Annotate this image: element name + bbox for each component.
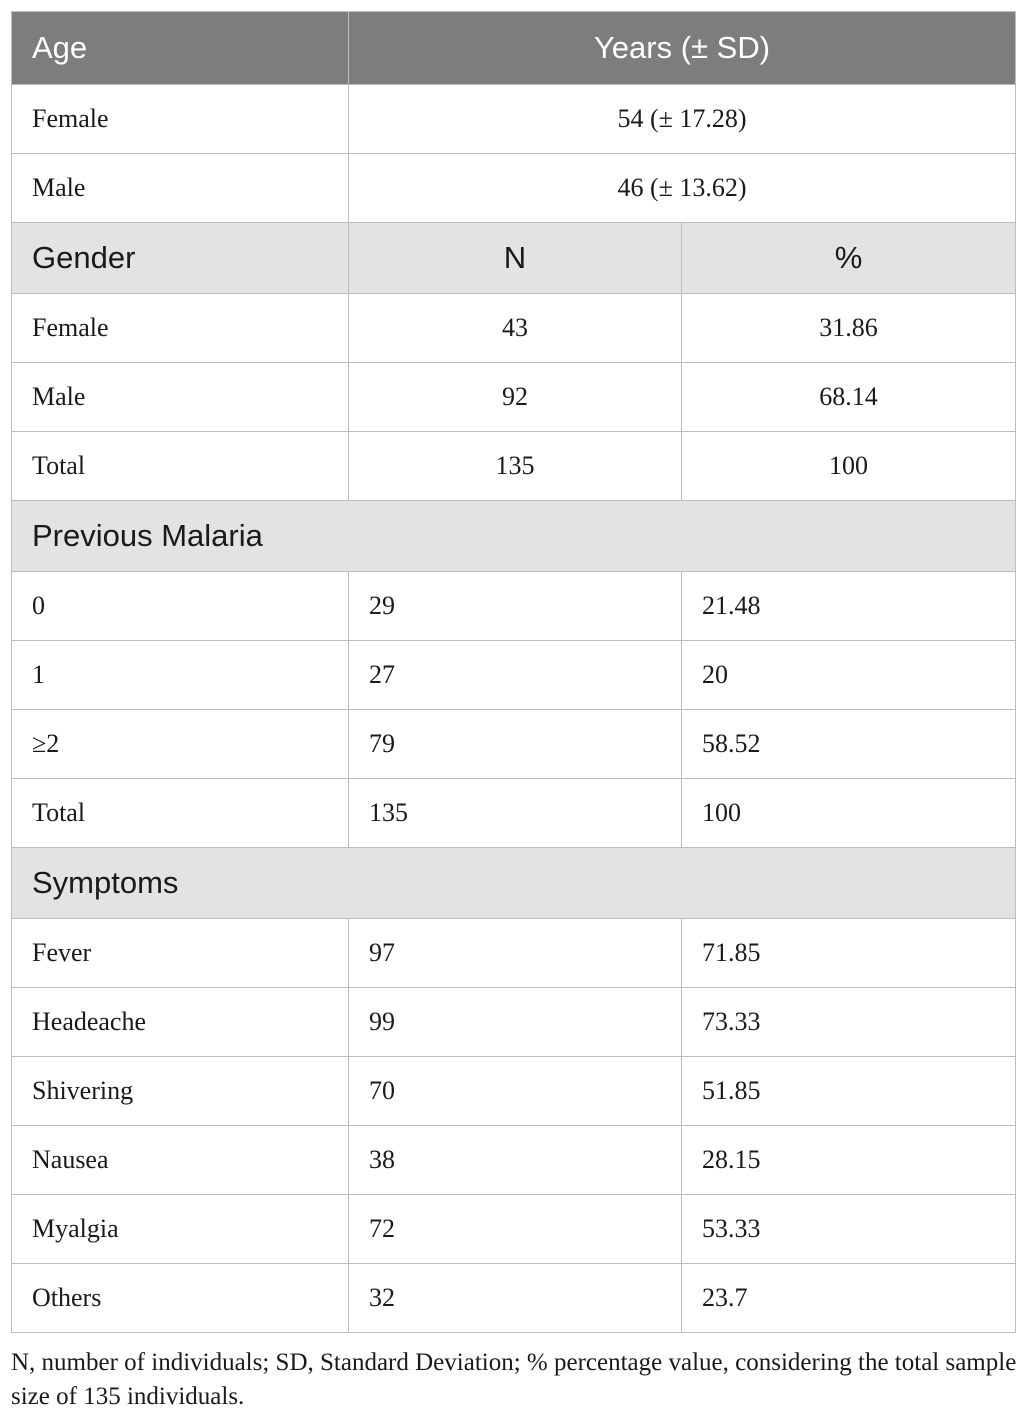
percent-value: 31.86 — [682, 294, 1016, 363]
row-label: Headeache — [12, 988, 349, 1057]
table-footnote: N, number of individuals; SD, Standard Deviation; % percentage value, considering the total sample size of 135 individuals. — [11, 1349, 1017, 1410]
previous-malaria-header-label: Previous Malaria — [12, 501, 1016, 572]
percent-value: 71.85 — [682, 919, 1016, 988]
n-value: 32 — [349, 1264, 682, 1333]
n-value: 135 — [349, 432, 682, 501]
n-value: 79 — [349, 710, 682, 779]
row-label: ≥2 — [12, 710, 349, 779]
row-label: Male — [12, 363, 349, 432]
percent-value: 28.15 — [682, 1126, 1016, 1195]
percent-value: 53.33 — [682, 1195, 1016, 1264]
n-value: 135 — [349, 779, 682, 848]
symptoms-header-row — [12, 848, 1016, 919]
percent-value: 100 — [682, 432, 1016, 501]
percent-value: 58.52 — [682, 710, 1016, 779]
table-row — [12, 294, 1016, 363]
age-value: 46 (± 13.62) — [349, 154, 1016, 223]
percent-value: 20 — [682, 641, 1016, 710]
table-row — [12, 1264, 1016, 1333]
percent-column-header: % — [682, 223, 1016, 294]
gender-header-label: Gender — [12, 223, 349, 294]
age-header-label: Age — [12, 12, 349, 85]
percent-value: 100 — [682, 779, 1016, 848]
row-label: 1 — [12, 641, 349, 710]
previous-malaria-header-row — [12, 501, 1016, 572]
row-label: Myalgia — [12, 1195, 349, 1264]
row-label: Nausea — [12, 1126, 349, 1195]
table-row — [12, 363, 1016, 432]
n-column-header: N — [349, 223, 682, 294]
percent-value: 68.14 — [682, 363, 1016, 432]
gender-header-row — [12, 223, 1016, 294]
table-row — [12, 154, 1016, 223]
table-row — [12, 1126, 1016, 1195]
symptoms-header-label: Symptoms — [12, 848, 1016, 919]
percent-value: 23.7 — [682, 1264, 1016, 1333]
age-header-row — [12, 12, 1016, 85]
row-label: 0 — [12, 572, 349, 641]
table-row — [12, 919, 1016, 988]
percent-value: 51.85 — [682, 1057, 1016, 1126]
n-value: 99 — [349, 988, 682, 1057]
years-sd-header: Years (± SD) — [349, 12, 1016, 85]
row-label: Total — [12, 432, 349, 501]
table-row — [12, 85, 1016, 154]
row-label: Total — [12, 779, 349, 848]
row-label: Others — [12, 1264, 349, 1333]
row-label: Female — [12, 85, 349, 154]
age-value: 54 (± 17.28) — [349, 85, 1016, 154]
table-row — [12, 1057, 1016, 1126]
percent-value: 21.48 — [682, 572, 1016, 641]
percent-value: 73.33 — [682, 988, 1016, 1057]
table-row — [12, 641, 1016, 710]
table-row — [12, 572, 1016, 641]
row-label: Male — [12, 154, 349, 223]
n-value: 70 — [349, 1057, 682, 1126]
n-value: 29 — [349, 572, 682, 641]
row-label: Fever — [12, 919, 349, 988]
demographics-table — [11, 11, 1016, 1333]
table-row — [12, 1195, 1016, 1264]
row-label: Shivering — [12, 1057, 349, 1126]
n-value: 38 — [349, 1126, 682, 1195]
n-value: 43 — [349, 294, 682, 363]
n-value: 97 — [349, 919, 682, 988]
n-value: 27 — [349, 641, 682, 710]
table-row — [12, 432, 1016, 501]
n-value: 72 — [349, 1195, 682, 1264]
table-row — [12, 710, 1016, 779]
row-label: Female — [12, 294, 349, 363]
table-row — [12, 988, 1016, 1057]
table-row — [12, 779, 1016, 848]
n-value: 92 — [349, 363, 682, 432]
